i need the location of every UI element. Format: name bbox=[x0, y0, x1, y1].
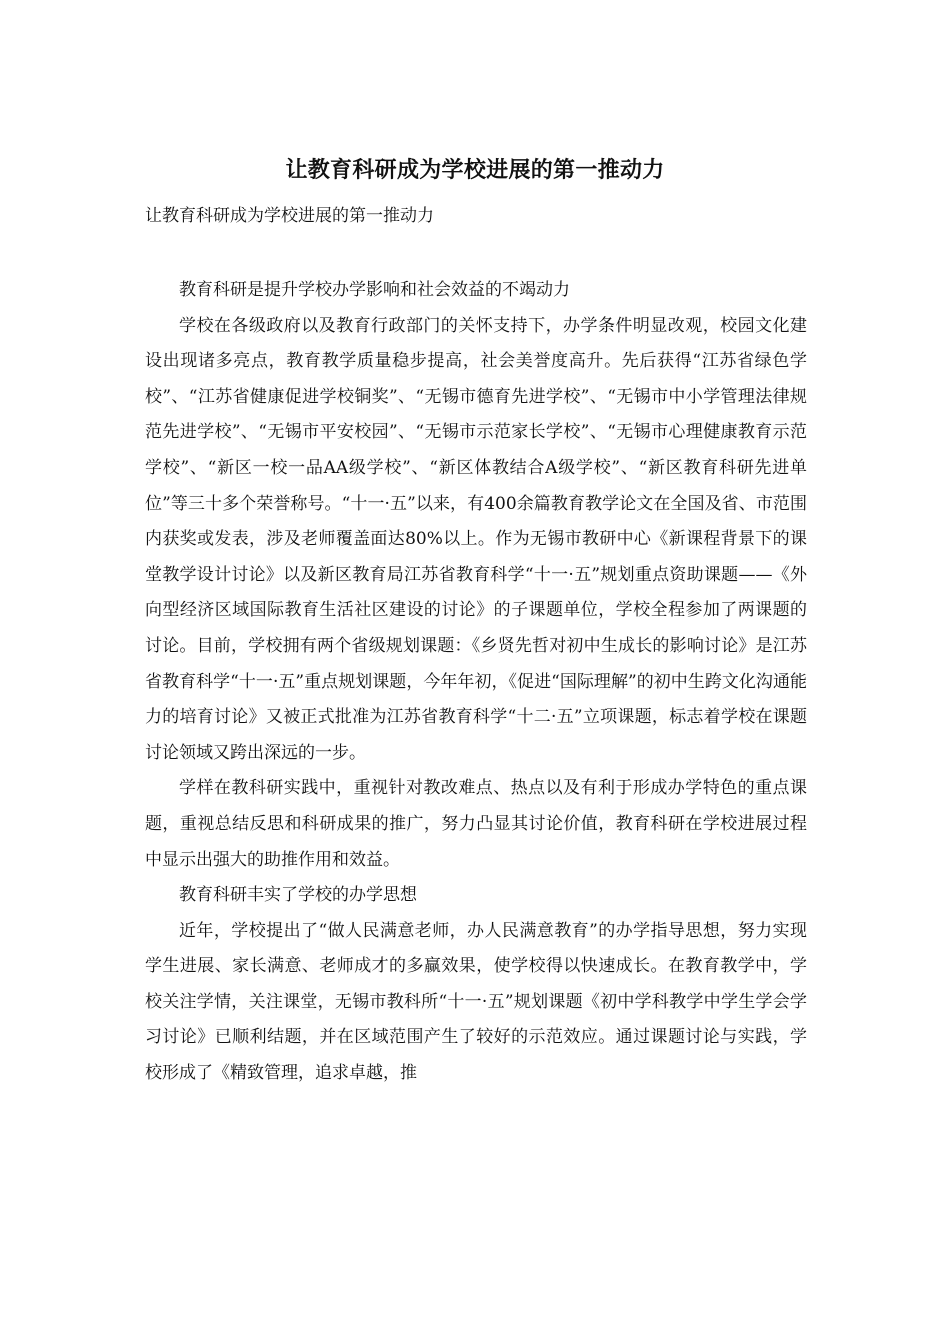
document-title: 让教育科研成为学校进展的第一推动力 bbox=[285, 157, 665, 183]
section-heading-1: 教育科研是提升学校办学影响和社会效益的不竭动力 bbox=[179, 280, 570, 300]
body-paragraph-1: 学校在各级政府以及教育行政部门的关怀支持下，办学条件明显改观，校园文化建设出现诸多亮点，教育教学质量稳步提高，社会美誉度高升。先后获得“江苏省绿色学校”、“江苏省健康促进学校铜奖”、“无锡市德育先进学校”、“无锡市中小学管理法律规范先进学校”、“无锡市平安校园”、“无锡市示范家长学校”、“无锡市心理健康教育示范学校”、“新区一校一品AA级学校”、“新区体教结合A级学校”、“新区教育科研先进单位”等三十多个荣誉称号。“十一·五”以来，有400余篇教育教学论文在全国及省、市范围内获奖或发表，涉及老师覆盖面达80%以上。作为无锡市教研中心《新课程背景下的课堂教学设计讨论》以及新区教育局江苏省教育科学“十一·五”规划重点资助课题——《外向型经济区域国际教育生活社区建设的讨论》的子课题单位，学校全程参加了两课题的讨论。目前，学校拥有两个省级规划课题：《乡贤先哲对初中生成长的影响讨论》是江苏省教育科学“十一·五”重点规划课题，今年年初，《促进“国际理解”的初中生跨文化沟通能力的培育讨论》又被正式批准为江苏省教育科学“十二·五”立项课题，标志着学校在课题讨论领域又跨出深远的一步。 bbox=[145, 315, 807, 763]
section-heading-2: 教育科研丰实了学校的办学思想 bbox=[179, 885, 417, 906]
body-paragraph-2: 学样在教科研实践中，重视针对教改难点、热点以及有利于形成办学特色的重点课题，重视总结反思和科研成果的推广，努力凸显其讨论价值，教育科研在学校进展过程中显示出强大的助推作用和效益。 bbox=[145, 778, 807, 870]
document-subtitle: 让教育科研成为学校进展的第一推动力 bbox=[145, 206, 434, 226]
document-body bbox=[145, 273, 807, 1092]
body-paragraph-3: 近年，学校提出了“做人民满意老师，办人民满意教育”的办学指导思想，努力实现学生进展、家长满意、老师成才的多赢效果，使学校得以快速成长。在教育教学中，学校关注学情，关注课堂，无锡市教科所“十一·五”规划课题《初中学科教学中学生学会学习讨论》已顺利结题，并在区域范围产生了较好的示范效应。通过课题讨论与实践，学校形成了《精致管理，追求卓越，推 bbox=[145, 920, 807, 1084]
